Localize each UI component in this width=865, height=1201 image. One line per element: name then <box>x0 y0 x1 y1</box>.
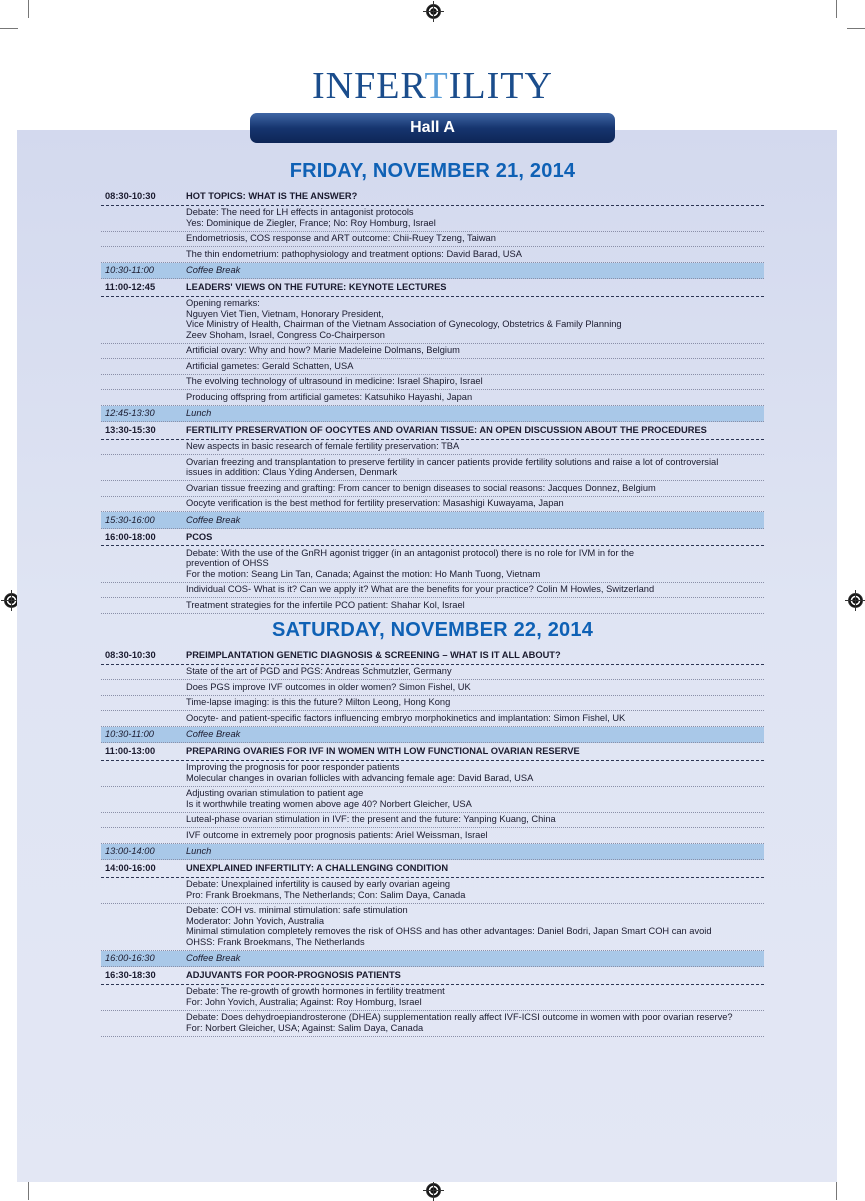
row-content <box>186 265 764 276</box>
row-content <box>186 682 764 693</box>
time-cell <box>101 392 186 403</box>
row-line: Minimal stimulation completely removes the risk of OHSS and has other advantages: Daniel Bodri, Japan Smart COH can avoid <box>186 926 712 936</box>
talk-row <box>101 344 764 360</box>
row-content <box>186 666 764 677</box>
crop-mark <box>0 28 18 29</box>
row-content <box>186 532 764 543</box>
row-content <box>186 905 764 947</box>
row-content <box>186 970 764 981</box>
row-line: Debate: The need for LH effects in antagonist protocols <box>186 207 414 217</box>
talk-row <box>101 546 764 583</box>
row-content <box>186 249 764 260</box>
row-line: Improving the prognosis for poor responder patients <box>186 762 400 772</box>
row-line: Oocyte- and patient-specific factors influencing embryo morphokinetics and implantation: Simon Fishel, UK <box>186 712 626 723</box>
time-cell <box>101 483 186 494</box>
break-row <box>101 406 764 423</box>
time-cell <box>101 1012 186 1033</box>
row-content <box>186 697 764 708</box>
talk-row <box>101 828 764 844</box>
time-cell <box>101 788 186 809</box>
time-cell: 11:00-13:00 <box>105 746 156 756</box>
registration-mark-icon <box>848 593 863 608</box>
time-cell <box>101 233 186 244</box>
row-line: Lunch <box>186 846 212 856</box>
row-content <box>186 729 764 740</box>
time-cell <box>101 498 186 509</box>
talk-row <box>101 481 764 497</box>
time-cell <box>101 713 186 724</box>
row-line: Debate: With the use of the GnRH agonist trigger (in an antagonist protocol) there is no role for IVM in for the <box>186 547 635 558</box>
row-content <box>186 191 764 202</box>
row-line: FERTILITY PRESERVATION OF OOCYTES AND OVARIAN TISSUE: AN OPEN DISCUSSION ABOUT THE PROCEDURES <box>186 425 707 435</box>
talk-row <box>101 665 764 681</box>
crop-mark <box>836 1182 837 1200</box>
row-line: Coffee Break <box>186 265 241 275</box>
row-content <box>186 515 764 526</box>
page-title: INFERTILITY <box>312 65 553 107</box>
break-row <box>101 512 764 529</box>
time-cell <box>101 697 186 708</box>
row-line: Vice Ministry of Health, Chairman of the Vietnam Association of Gynecology, Obstetrics & Family Planning <box>186 319 622 329</box>
talk-row <box>101 232 764 248</box>
row-line: Debate: The re-growth of growth hormones in fertility treatment <box>186 986 445 996</box>
crop-mark <box>28 1182 29 1200</box>
session-row <box>101 422 764 440</box>
row-line: Molecular changes in ovarian follicles with advancing female age: David Barad, USA <box>186 772 534 783</box>
row-line: Opening remarks: <box>186 298 260 308</box>
row-line: Ovarian freezing and transplantation to preserve fertility in cancer patients provide fertility solutions and raise a lot of controversial <box>186 456 719 467</box>
time-cell: 14:00-16:00 <box>105 863 156 873</box>
time-cell <box>101 814 186 825</box>
row-content <box>186 441 764 452</box>
row-line: LEADERS' VIEWS ON THE FUTURE: KEYNOTE LECTURES <box>186 282 447 292</box>
row-line: UNEXPLAINED INFERTILITY: A CHALLENGING CONDITION <box>186 863 449 873</box>
session-row <box>101 860 764 878</box>
session-row <box>101 279 764 297</box>
time-cell <box>101 762 186 783</box>
time-cell: 16:00-18:00 <box>105 531 156 542</box>
row-line: Moderator: John Yovich, Australia <box>186 915 324 926</box>
row-line: For the motion: Seang Lin Tan, Canada; Against the motion: Ho Manh Tuong, Vietnam <box>186 568 541 579</box>
row-line: Artificial gametes: Gerald Schatten, USA <box>186 360 354 371</box>
day-title-friday: FRIDAY, NOVEMBER 21, 2014 <box>289 160 576 182</box>
talk-row <box>101 598 764 614</box>
row-content <box>186 207 764 228</box>
time-cell: 10:30-11:00 <box>105 265 154 275</box>
time-cell <box>101 986 186 1007</box>
row-content <box>186 298 764 340</box>
crop-mark <box>847 28 865 29</box>
row-line: Individual COS- What is it? Can we apply it? What are the benefits for your practice? Colin M Howles, Switzerland <box>186 584 655 594</box>
time-cell: 08:30-10:30 <box>105 650 156 660</box>
row-content <box>186 713 764 724</box>
row-content <box>186 650 764 661</box>
break-row <box>101 951 764 968</box>
row-line: Debate: Unexplained infertility is caused by early ovarian ageing <box>186 879 451 889</box>
row-line: Producing offspring from artificial gametes: Katsuhiko Hayashi, Japan <box>186 391 473 402</box>
talk-row <box>101 813 764 829</box>
time-cell <box>101 548 186 580</box>
time-cell <box>101 376 186 387</box>
row-content <box>186 498 764 509</box>
row-line: Time-lapse imaging: is this the future? Milton Leong, Hong Kong <box>186 697 451 707</box>
talk-row <box>101 1011 764 1037</box>
row-line: Adjusting ovarian stimulation to patient age <box>186 788 364 798</box>
time-cell: 13:30-15:30 <box>105 425 156 435</box>
row-line: Artificial ovary: Why and how? Marie Madeleine Dolmans, Belgium <box>186 345 460 355</box>
time-cell <box>101 441 186 452</box>
row-line: prevention of OHSS <box>186 558 269 568</box>
talk-row <box>101 206 764 232</box>
row-line: The thin endometrium: pathophysiology and treatment options: David Barad, USA <box>186 248 522 259</box>
time-cell: 16:00-16:30 <box>105 953 155 963</box>
row-content <box>186 408 764 419</box>
row-line: New aspects in basic research of female fertility preservation: TBA <box>186 441 460 451</box>
session-row <box>101 743 764 761</box>
session-row <box>101 188 764 206</box>
talk-row <box>101 680 764 696</box>
row-content <box>186 746 764 757</box>
talk-row <box>101 390 764 406</box>
row-line: Treatment strategies for the infertile PCO patient: Shahar Kol, Israel <box>186 599 465 610</box>
break-row <box>101 844 764 861</box>
row-content <box>186 361 764 372</box>
time-cell: 12:45-13:30 <box>105 408 155 418</box>
time-cell <box>101 879 186 900</box>
row-content <box>186 233 764 244</box>
row-content <box>186 863 764 874</box>
talk-row <box>101 583 764 599</box>
time-cell <box>101 298 186 340</box>
time-cell <box>101 584 186 595</box>
row-line: PREIMPLANTATION GENETIC DIAGNOSIS & SCREENING – WHAT IS IT ALL ABOUT? <box>186 650 561 660</box>
talk-row <box>101 711 764 727</box>
row-line: ADJUVANTS FOR POOR-PROGNOSIS PATIENTS <box>186 970 401 980</box>
row-line: issues in addition: Claus Yding Andersen, Denmark <box>186 467 398 477</box>
time-cell <box>101 600 186 611</box>
row-line: Endometriosis, COS response and ART outcome: Chii-Ruey Tzeng, Taiwan <box>186 233 496 243</box>
talk-row <box>101 904 764 951</box>
row-content <box>186 457 764 478</box>
talk-row <box>101 455 764 481</box>
row-content <box>186 830 764 841</box>
row-line: Ovarian tissue freezing and grafting: From cancer to benign diseases to social reasons: Jacques Donnez, Belgium <box>186 482 656 493</box>
session-row <box>101 967 764 985</box>
row-line: State of the art of PGD and PGS: Andreas Schmutzler, Germany <box>186 666 452 676</box>
talk-row <box>101 878 764 904</box>
talk-row <box>101 375 764 391</box>
talk-row <box>101 761 764 787</box>
hall-banner: Hall A <box>250 113 615 143</box>
row-line: The evolving technology of ultrasound in medicine: Israel Shapiro, Israel <box>186 376 483 386</box>
talk-row <box>101 787 764 813</box>
time-cell: 08:30-10:30 <box>105 191 156 201</box>
time-cell <box>101 905 186 947</box>
row-line: Coffee Break <box>186 729 241 739</box>
schedule-saturday <box>101 647 764 1037</box>
time-cell <box>101 830 186 841</box>
talk-row <box>101 297 764 344</box>
time-cell <box>101 361 186 372</box>
row-content <box>186 762 764 783</box>
row-content <box>186 548 764 580</box>
row-content <box>186 282 764 293</box>
row-content <box>186 953 764 964</box>
row-line: Yes: Dominique de Ziegler, France; No: Roy Homburg, Israel <box>186 217 436 228</box>
time-cell <box>101 682 186 693</box>
schedule-friday <box>101 188 764 614</box>
row-content <box>186 788 764 809</box>
row-content <box>186 345 764 356</box>
row-line: Coffee Break <box>186 514 241 525</box>
row-line: Oocyte verification is the best method for fertility preservation: Masashigi Kuwayama, Japan <box>186 498 564 508</box>
registration-mark-icon <box>426 1183 441 1198</box>
day-title-saturday: SATURDAY, NOVEMBER 22, 2014 <box>271 619 594 641</box>
talk-row <box>101 985 764 1011</box>
row-content <box>186 814 764 825</box>
time-cell: 10:30-11:00 <box>105 729 154 739</box>
row-content <box>186 483 764 494</box>
row-line: OHSS: Frank Broekmans, The Netherlands <box>186 936 365 947</box>
talk-row <box>101 497 764 513</box>
row-line: PCOS <box>186 531 213 542</box>
row-line: Coffee Break <box>186 953 241 963</box>
row-content <box>186 1012 764 1033</box>
row-line: Is it worthwhile treating women above age 40? Norbert Gleicher, USA <box>186 798 472 809</box>
session-row <box>101 529 764 547</box>
row-line: Luteal-phase ovarian stimulation in IVF: the present and the future: Yanping Kuang, China <box>186 814 556 824</box>
talk-row <box>101 247 764 263</box>
row-line: IVF outcome in extremely poor prognosis patients: Ariel Weissman, Israel <box>186 829 488 840</box>
row-line: Debate: COH vs. minimal stimulation: safe stimulation <box>186 905 408 915</box>
time-cell <box>101 666 186 677</box>
time-cell <box>101 457 186 478</box>
talk-row <box>101 359 764 375</box>
row-content <box>186 879 764 900</box>
registration-mark-icon <box>426 4 441 19</box>
break-row <box>101 263 764 280</box>
row-line: PREPARING OVARIES FOR IVF IN WOMEN WITH LOW FUNCTIONAL OVARIAN RESERVE <box>186 746 580 756</box>
row-line: Debate: Does dehydroepiandrosterone (DHEA) supplementation really affect IVF-ICSI outcome in women with poor ovarian reserve? <box>186 1012 733 1022</box>
crop-mark <box>836 0 837 18</box>
row-line: HOT TOPICS: WHAT IS THE ANSWER? <box>186 191 358 201</box>
break-row <box>101 727 764 744</box>
time-cell <box>101 207 186 228</box>
crop-mark <box>28 0 29 18</box>
row-line: Lunch <box>186 408 212 418</box>
time-cell: 13:00-14:00 <box>105 846 155 856</box>
row-content <box>186 425 764 436</box>
row-line: For: Norbert Gleicher, USA; Against: Salim Daya, Canada <box>186 1022 424 1033</box>
time-cell <box>101 249 186 260</box>
row-line: Does PGS improve IVF outcomes in older women? Simon Fishel, UK <box>186 681 471 692</box>
row-line: For: John Yovich, Australia; Against: Roy Homburg, Israel <box>186 996 422 1007</box>
talk-row <box>101 440 764 456</box>
talk-row <box>101 696 764 712</box>
row-line: Pro: Frank Broekmans, The Netherlands; Con: Salim Daya, Canada <box>186 889 466 900</box>
row-content <box>186 584 764 595</box>
row-content <box>186 600 764 611</box>
time-cell: 15:30-16:00 <box>105 514 155 525</box>
row-content <box>186 986 764 1007</box>
session-row <box>101 647 764 665</box>
row-content <box>186 846 764 857</box>
time-cell: 16:30-18:30 <box>105 970 156 980</box>
row-content <box>186 376 764 387</box>
row-content <box>186 392 764 403</box>
time-cell <box>101 345 186 356</box>
row-line: Zeev Shoham, Israel, Congress Co-Chairperson <box>186 329 385 340</box>
time-cell: 11:00-12:45 <box>105 282 156 292</box>
row-line: Nguyen Viet Tien, Vietnam, Honorary President, <box>186 308 384 319</box>
